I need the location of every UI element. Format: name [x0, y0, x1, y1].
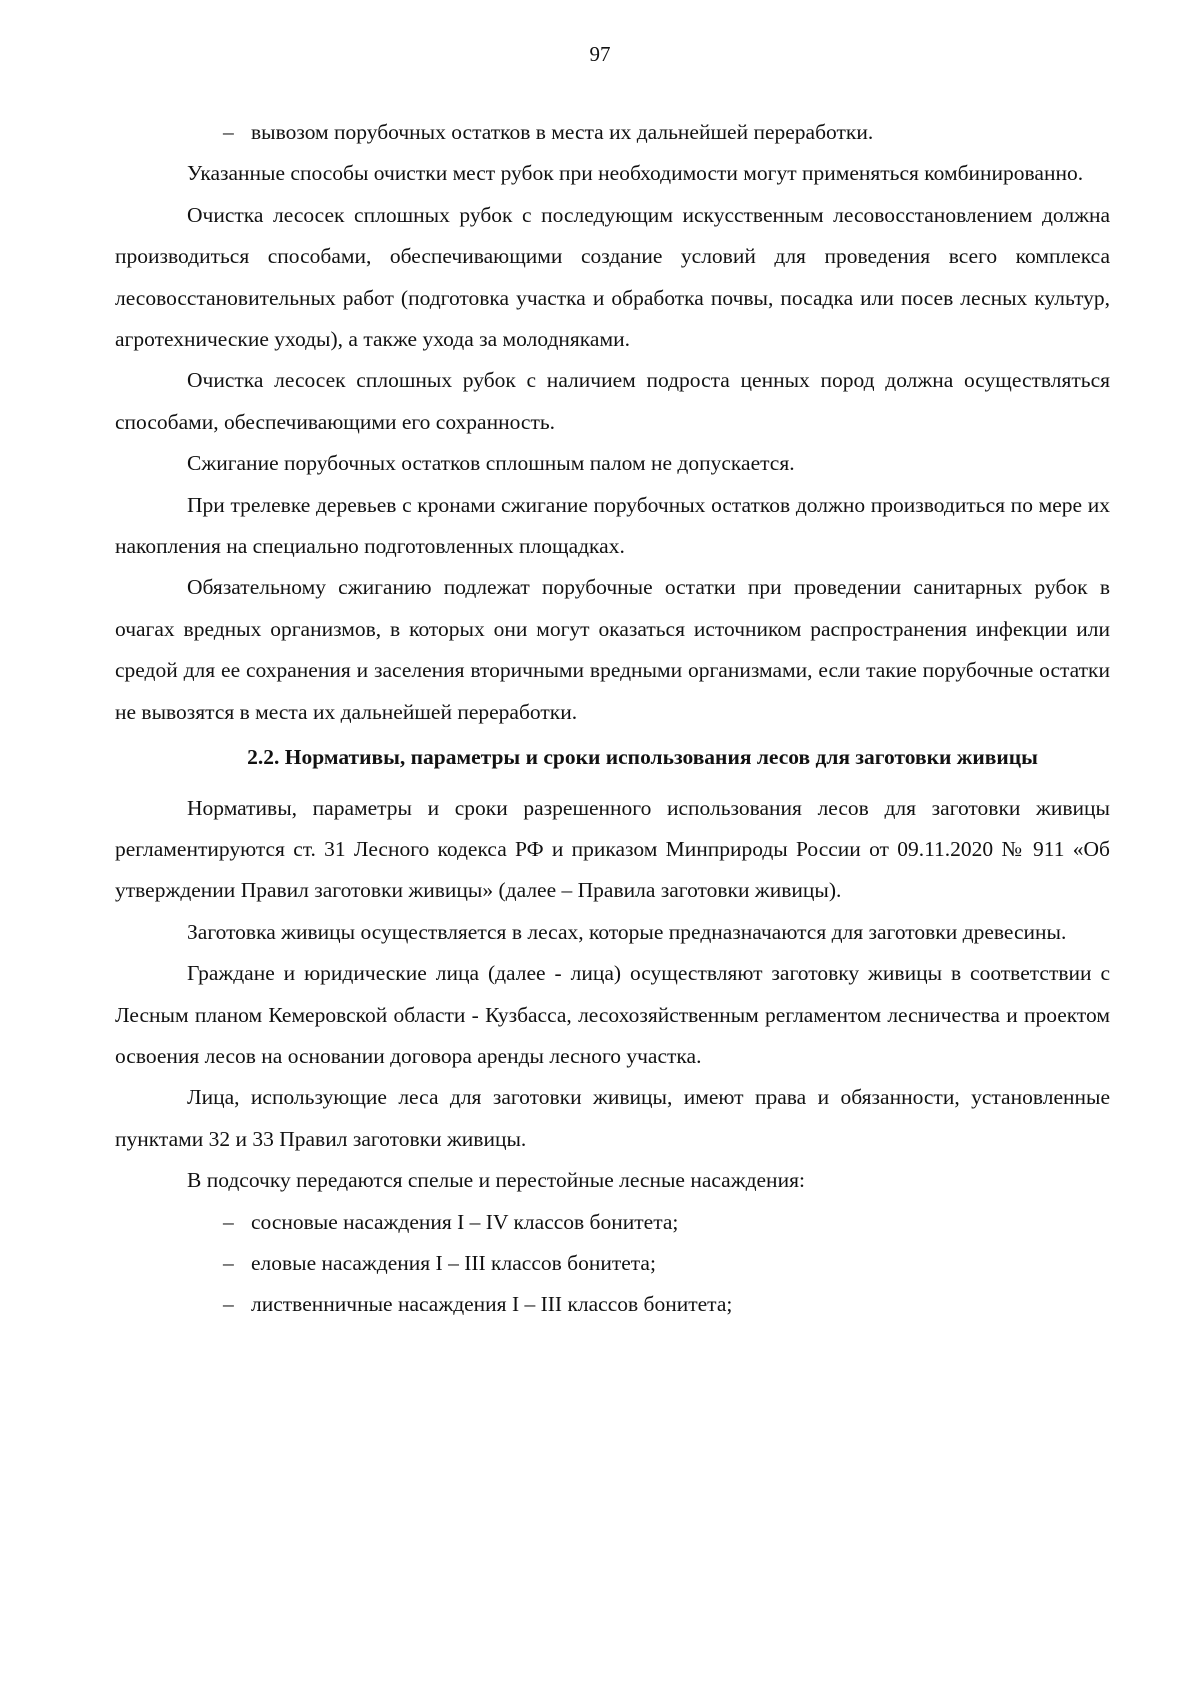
paragraph: Граждане и юридические лица (далее - лица) осуществляют заготовку живицы в соответствии с Лесным планом Кемеровской области - Кузбасса, лесохозяйственным регламентом лесничества и проектом освоения лесов на основании договора аренды лесного участка.: [115, 961, 1110, 1068]
list-item-text: лиственничные насаждения I – III классов бонитета;: [251, 1292, 733, 1317]
list-item-text: вывозом порубочных остатков в места их дальнейшей переработки.: [251, 120, 874, 144]
paragraph: Лица, использующие леса для заготовки живицы, имеют права и обязанности, установленные пунктами 32 и 33 Правил заготовки живицы.: [115, 1085, 1110, 1151]
paragraph: Сжигание порубочных остатков сплошным палом не допускается.: [187, 451, 795, 476]
list-dash: –: [223, 1209, 234, 1234]
section-heading: 2.2. Нормативы, параметры и сроки использования лесов для заготовки живицы: [247, 745, 1038, 770]
list-dash: –: [223, 1250, 234, 1275]
paragraph: Заготовка живицы осуществляется в лесах, которые предназначаются для заготовки древесины.: [187, 919, 1067, 944]
paragraph: Нормативы, параметры и сроки разрешенного использования лесов для заготовки живицы регламентируются ст. 31 Лесного кодекса РФ и приказом Минприроды России от 09.11.2020 № 911 «Об утверждении Правил заготовки живицы» (далее – Правила заготовки живицы).: [115, 795, 1110, 903]
list-dash: –: [223, 1292, 234, 1317]
list-item: [115, 112, 1110, 153]
paragraph: При трелевке деревьев с кронами сжигание порубочных остатков должно производиться по мере их накопления на специально подготовленных площадках.: [115, 492, 1110, 559]
list-item: [115, 1284, 1110, 1325]
list-item: [115, 1243, 1110, 1284]
paragraph: В подсочку передаются спелые и перестойные лесные насаждения:: [187, 1168, 805, 1193]
page-number: 97: [589, 42, 611, 66]
list-dash: –: [223, 120, 234, 144]
list-item-text: сосновые насаждения I – IV классов бонитета;: [251, 1209, 679, 1234]
list-item-text: еловые насаждения I – III классов бонитета;: [251, 1250, 656, 1275]
paragraph: Очистка лесосек сплошных рубок с наличием подроста ценных пород должна осуществляться способами, обеспечивающими его сохранность.: [115, 368, 1110, 434]
paragraph: Очистка лесосек сплошных рубок с последующим искусственным лесовосстановлением должна производиться способами, обеспечивающими создание условий для проведения всего комплекса лесовосстановительных работ (подготовка участка и обработка почвы, посадка или посев лесных культур, агротехнические уходы), а также ухода за молодняками.: [115, 202, 1110, 352]
paragraph: Указанные способы очистки мест рубок при необходимости могут применяться комбинированно.: [187, 161, 1084, 186]
paragraph: Обязательному сжиганию подлежат порубочные остатки при проведении санитарных рубок в очагах вредных организмов, в которых они могут оказаться источником распространения инфекции или средой для ее сохранения и заселения вторичными вредными организмами, если такие порубочные остатки не вывозятся в места их дальнейшей переработки.: [115, 575, 1110, 724]
document-body: [115, 112, 1110, 1326]
list-item: [115, 1202, 1110, 1243]
